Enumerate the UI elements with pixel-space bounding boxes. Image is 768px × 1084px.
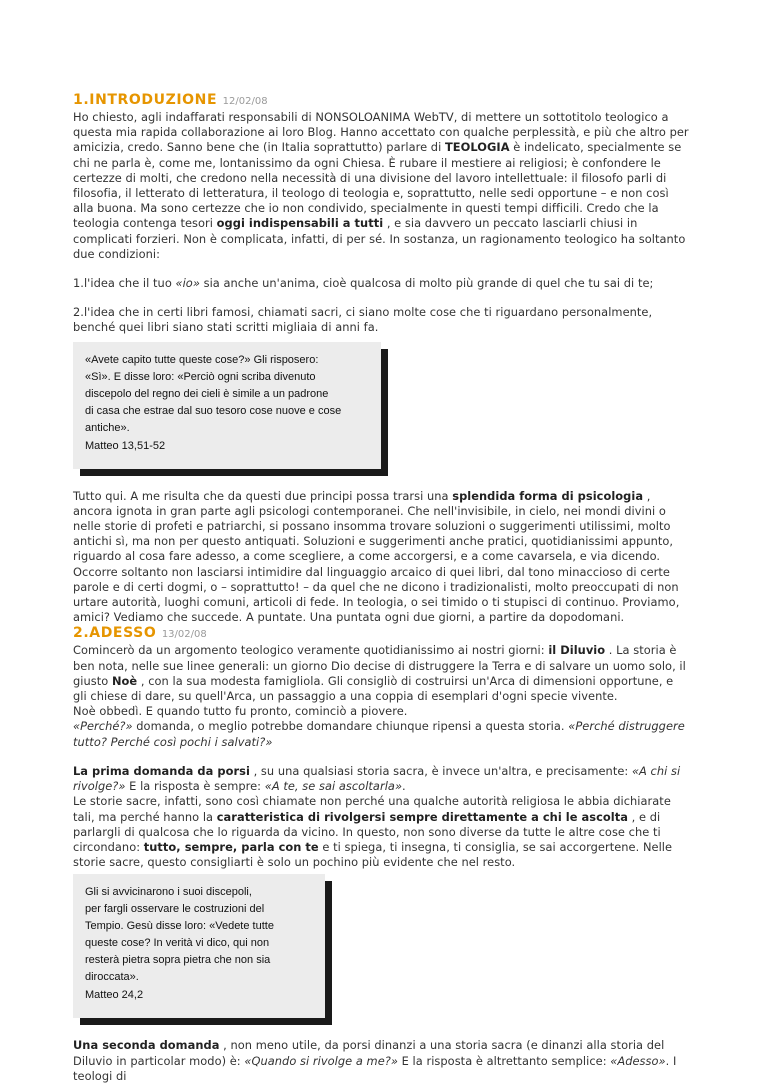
intro-paragraph-2: Tutto qui. A me risulta che da questi due principi possa trarsi una splendida forma di psicologia , ancora ignota in gran parte agli psicologi contemporanei. Che nell'invisibile, in cielo, nei mondi divini o nelle storie di profeti e patriarchi, si possano insomma trovare soluzioni o suggerimenti utilissimi, molto antichi sì, ma non per questo antiquati. Soluzioni e suggerimenti anche pratici, quotidianissimi appunto, riguardo al cosa fare adesso, a come scegliere, a come accorgersi, e a come cavarsela, e via dicendo. Occorre soltanto non lasciarsi intimidire dal linguaggio arcaico di quei libri, dal tono minaccioso di certe parole e di certi dogmi, o – soprattutto! – da quel che ne dicono i tradizionalisti, molto preoccupati di non urtare autorità, luoghi comuni, articoli di fede. In teologia, o sei timido o ti stupisci di continuo. Proviamo, amici? Vediamo che succede. A puntate. Una puntata ogni due giorni, a partire da dopodomani. <box>73 488 680 625</box>
adesso-paragraph-2: Noè obbedì. E quando tutto fu pronto, cominciò a piovere. <box>73 704 408 719</box>
intro-paragraph-1: Ho chiesto, agli indaffarati responsabili di NONSOLOANIMA WebTV, di mettere un sottotitolo teologico a questa mia rapida collaborazione ai loro Blog. Hanno accettato con qualche perplessità, e più che altro per amicizia, credo. Sanno bene che (in Italia soprattutto) parlare di TEOLOGIA è indelicato, specialmente se chi ne parla è, come me, lontanissimo da ogni Chiesa. È rubare il mestiere ai religiosi; è confondere le certezze di molti, che credono nella necessità di una divisione del lavoro intellettuale: il filosofo parli di filosofia, il letterato di letteratura, il teologo di teologia e, soprattutto, nelle sedi opportune – e non così alla buona. Ma sono certezze che io non condivido, specialmente in questi tempi difficili. Credo che la teologia contenga tesori oggi indispensabili a tutti , e sia davvero un peccato lasciarli chiusi in complicati forzieri. Non è complicata, infatti, di per sé. In sostanza, un ragionamento teologico ha soltanto due condizioni: <box>73 110 689 261</box>
adesso-paragraph-1: Comincerò da un argomento teologico veramente quotidianissimo ai nostri giorni: il Diluvio . La storia è ben nota, nelle sue linee generali: un giorno Dio decise di distruggere la Terra e di salvare un uomo solo, il giusto Noè , con la sua modesta famigliola. Gli consigliò di costruirsi un'Arca di dimensioni opportune, e gli chiese di dare, su quell'Arca, un passaggio a una coppia di esemplari d'ogni specie vivente. <box>73 643 686 704</box>
quote-reference: Matteo 13,51-52 <box>85 439 166 452</box>
adesso-paragraph-4: La prima domanda da porsi , su una qualsiasi storia sacra, è invece un'altra, e precisamente: «A chi si rivolge?» E la risposta è sempre: «A te, se sai ascoltarla». <box>73 763 681 794</box>
quote-image-1 <box>73 342 689 469</box>
scripture-quote-box <box>73 342 381 469</box>
quote-line: antiche». <box>85 421 130 434</box>
section-date: 13/02/08 <box>161 629 207 641</box>
adesso-paragraph-6: Una seconda domanda , non meno utile, da porsi dinanzi a una storia sacra (e dinanzi alla storia del Diluvio in particolar modo) è: «Quando si rivolge a me?» E la risposta è altrettanto semplice: «Adesso». I teologi di <box>73 1038 677 1083</box>
section-title: 2.ADESSO <box>73 625 157 642</box>
adesso-paragraph-5: Le storie sacre, infatti, sono così chiamate non perché una qualche autorità religiosa le abbia dichiarate tali, ma perché hanno la caratteristica di rivolgersi sempre direttamente a chi le ascolta , e di parlargli di qualcosa che lo riguarda da vicino. In questo, non sono diverse da tutte le altre cose che ti circondano: tutto, sempre, parla con te e ti spiega, ti insegna, ti consiglia, se sai accorgertene. Nelle storie sacre, questo consigliarti è solo un pochino più evidente che nel resto. <box>73 794 673 870</box>
quote-image-2 <box>73 874 689 1018</box>
condition-1: 1.l'idea che il tuo «io» sia anche un'anima, cioè qualcosa di molto più grande di quel che tu sai di te; <box>73 276 654 291</box>
quote-line: Tempio. Gesù disse loro: «Vedete tutte <box>85 920 274 933</box>
document-page <box>73 92 689 1084</box>
quote-line: «Avete capito tutte queste cose?» Gli risposero: <box>85 353 319 366</box>
adesso-paragraph-3: «Perché?» domanda, o meglio potrebbe domandare chiunque ripensi a questa storia. «Perché distruggere tutto? Perché così pochi i salvati?» <box>73 719 685 749</box>
quote-reference: Matteo 24,2 <box>85 989 144 1002</box>
quote-line: «Sì». E disse loro: «Perciò ogni scriba divenuto <box>85 370 316 383</box>
quote-line: queste cose? In verità vi dico, qui non <box>85 937 270 950</box>
quote-line: discepolo del regno dei cieli è simile a un padrone <box>85 387 329 400</box>
section-heading-adesso <box>73 625 689 643</box>
quote-line: diroccata». <box>85 971 139 984</box>
section-heading-intro <box>73 92 689 110</box>
section-date: 12/02/08 <box>222 96 268 107</box>
scripture-quote-box <box>73 874 325 1018</box>
condition-2: 2.l'idea che in certi libri famosi, chiamati sacri, ci siano molte cose che ti riguardano personalmente, benché quei libri siano stati scritti migliaia di anni fa. <box>73 305 653 335</box>
section-title: 1.INTRODUZIONE <box>73 92 218 108</box>
quote-line: di casa che estrae dal suo tesoro cose nuove e cose <box>85 404 342 417</box>
quote-line: resterà pietra sopra pietra che non sia <box>85 954 271 967</box>
quote-line: Gli si avvicinarono i suoi discepoli, <box>85 886 252 899</box>
quote-line: per fargli osservare le costruzioni del <box>85 903 265 916</box>
